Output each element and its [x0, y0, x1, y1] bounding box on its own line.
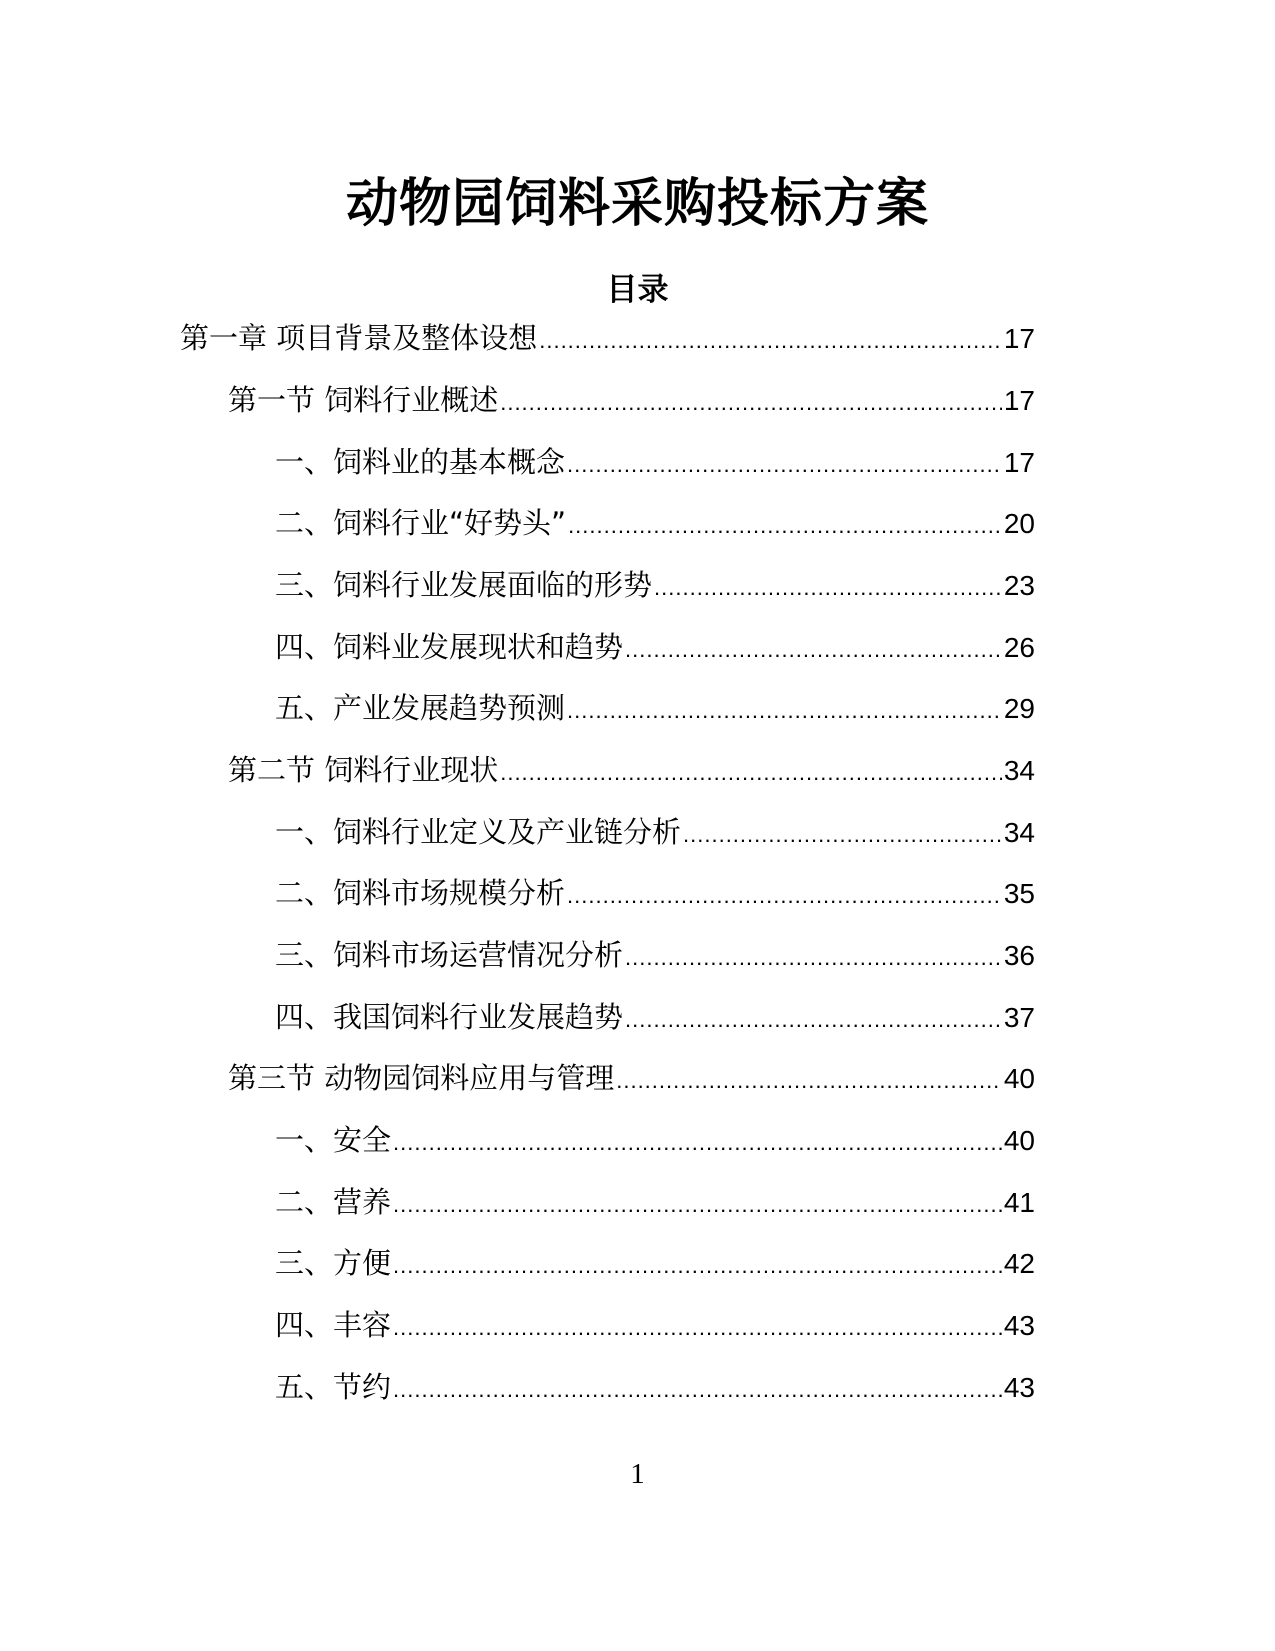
toc-dot-leader [625, 938, 1002, 978]
toc-entry-item[interactable] [275, 1120, 1035, 1160]
toc-entry-page: 34 [1003, 817, 1035, 848]
toc-entry-label: 三、饲料行业发展面临的形势 [275, 568, 653, 602]
toc-dot-leader [683, 815, 1002, 855]
document-title: 动物园饲料采购投标方案 [345, 174, 929, 234]
toc-entry-section-2[interactable] [228, 750, 1035, 790]
toc-entry-item[interactable] [275, 565, 1035, 605]
toc-dot-leader [393, 1123, 1002, 1163]
toc-entry-item[interactable] [275, 503, 1035, 543]
toc-entry-page: 26 [1003, 632, 1035, 663]
toc-entry-page: 17 [1003, 385, 1035, 416]
toc-dot-leader [625, 630, 1002, 670]
toc-entry-label: 五、产业发展趋势预测 [275, 691, 566, 725]
toc-dot-leader [393, 1308, 1002, 1348]
toc-entry-page: 43 [1003, 1310, 1035, 1341]
toc-entry-page: 17 [1003, 447, 1035, 478]
toc-dot-leader [393, 1370, 1002, 1410]
toc-entry-page: 20 [1003, 508, 1035, 539]
toc-entry-item[interactable] [275, 442, 1035, 482]
toc-entry-item[interactable] [275, 997, 1035, 1037]
toc-entry-label: 四、我国饲料行业发展趋势 [275, 1000, 624, 1034]
toc-entry-page: 40 [1003, 1125, 1035, 1156]
toc-entry-page: 37 [1003, 1002, 1035, 1033]
toc-dot-leader [393, 1246, 1002, 1286]
toc-entry-label: 一、安全 [275, 1123, 392, 1157]
toc-dot-leader [567, 876, 1002, 916]
toc-dot-leader [616, 1061, 1002, 1101]
toc-entry-page: 23 [1003, 570, 1035, 601]
toc-dot-leader [500, 753, 1002, 793]
toc-entry-label: 第一节 饲料行业概述 [228, 383, 499, 417]
toc-entry-label: 一、饲料行业定义及产业链分析 [275, 815, 682, 849]
toc-entry-page: 17 [1003, 323, 1035, 354]
toc-entry-page: 40 [1003, 1063, 1035, 1094]
toc-dot-leader [567, 691, 1002, 731]
toc-entry-item[interactable] [275, 1182, 1035, 1222]
toc-entry-item[interactable] [275, 1367, 1035, 1407]
toc-entry-section-1[interactable] [228, 380, 1035, 420]
toc-entry-label: 第一章 项目背景及整体设想 [180, 321, 538, 355]
toc-entry-page: 34 [1003, 755, 1035, 786]
toc-entry-item[interactable] [275, 688, 1035, 728]
toc-entry-item[interactable] [275, 627, 1035, 667]
toc-entry-label: 二、饲料行业“好势头” [275, 506, 567, 540]
toc-dot-leader [393, 1185, 1002, 1225]
toc-entry-label: 四、丰容 [275, 1308, 392, 1342]
toc-entry-item[interactable] [275, 812, 1035, 852]
page-number: 1 [630, 1458, 645, 1490]
toc-entry-section-3[interactable] [228, 1058, 1035, 1098]
toc-entry-label: 三、方便 [275, 1246, 392, 1280]
toc-dot-leader [539, 321, 1002, 361]
toc-entry-page: 36 [1003, 940, 1035, 971]
toc-entry-page: 43 [1003, 1372, 1035, 1403]
toc-dot-leader [625, 1000, 1002, 1040]
toc-entry-item[interactable] [275, 1305, 1035, 1345]
toc-entry-item[interactable] [275, 873, 1035, 913]
toc-dot-leader [567, 445, 1002, 485]
toc-entry-page: 42 [1003, 1248, 1035, 1279]
toc-entry-label: 五、节约 [275, 1370, 392, 1404]
toc-entry-chapter-1[interactable] [180, 318, 1035, 358]
toc-entry-label: 四、饲料业发展现状和趋势 [275, 630, 624, 664]
toc-entry-label: 二、营养 [275, 1185, 392, 1219]
toc-entry-item[interactable] [275, 1243, 1035, 1283]
toc-entry-label: 第二节 饲料行业现状 [228, 753, 499, 787]
toc-entry-label: 一、饲料业的基本概念 [275, 445, 566, 479]
toc-entry-page: 35 [1003, 878, 1035, 909]
toc-entry-page: 41 [1003, 1187, 1035, 1218]
toc-heading: 目录 [606, 272, 669, 308]
toc-dot-leader [500, 383, 1002, 423]
toc-entry-label: 三、饲料市场运营情况分析 [275, 938, 624, 972]
toc-entry-page: 29 [1003, 693, 1035, 724]
toc-entry-item[interactable] [275, 935, 1035, 975]
toc-entry-label: 第三节 动物园饲料应用与管理 [228, 1061, 615, 1095]
toc-dot-leader [654, 568, 1002, 608]
toc-dot-leader [568, 506, 1002, 546]
toc-entry-label: 二、饲料市场规模分析 [275, 876, 566, 910]
